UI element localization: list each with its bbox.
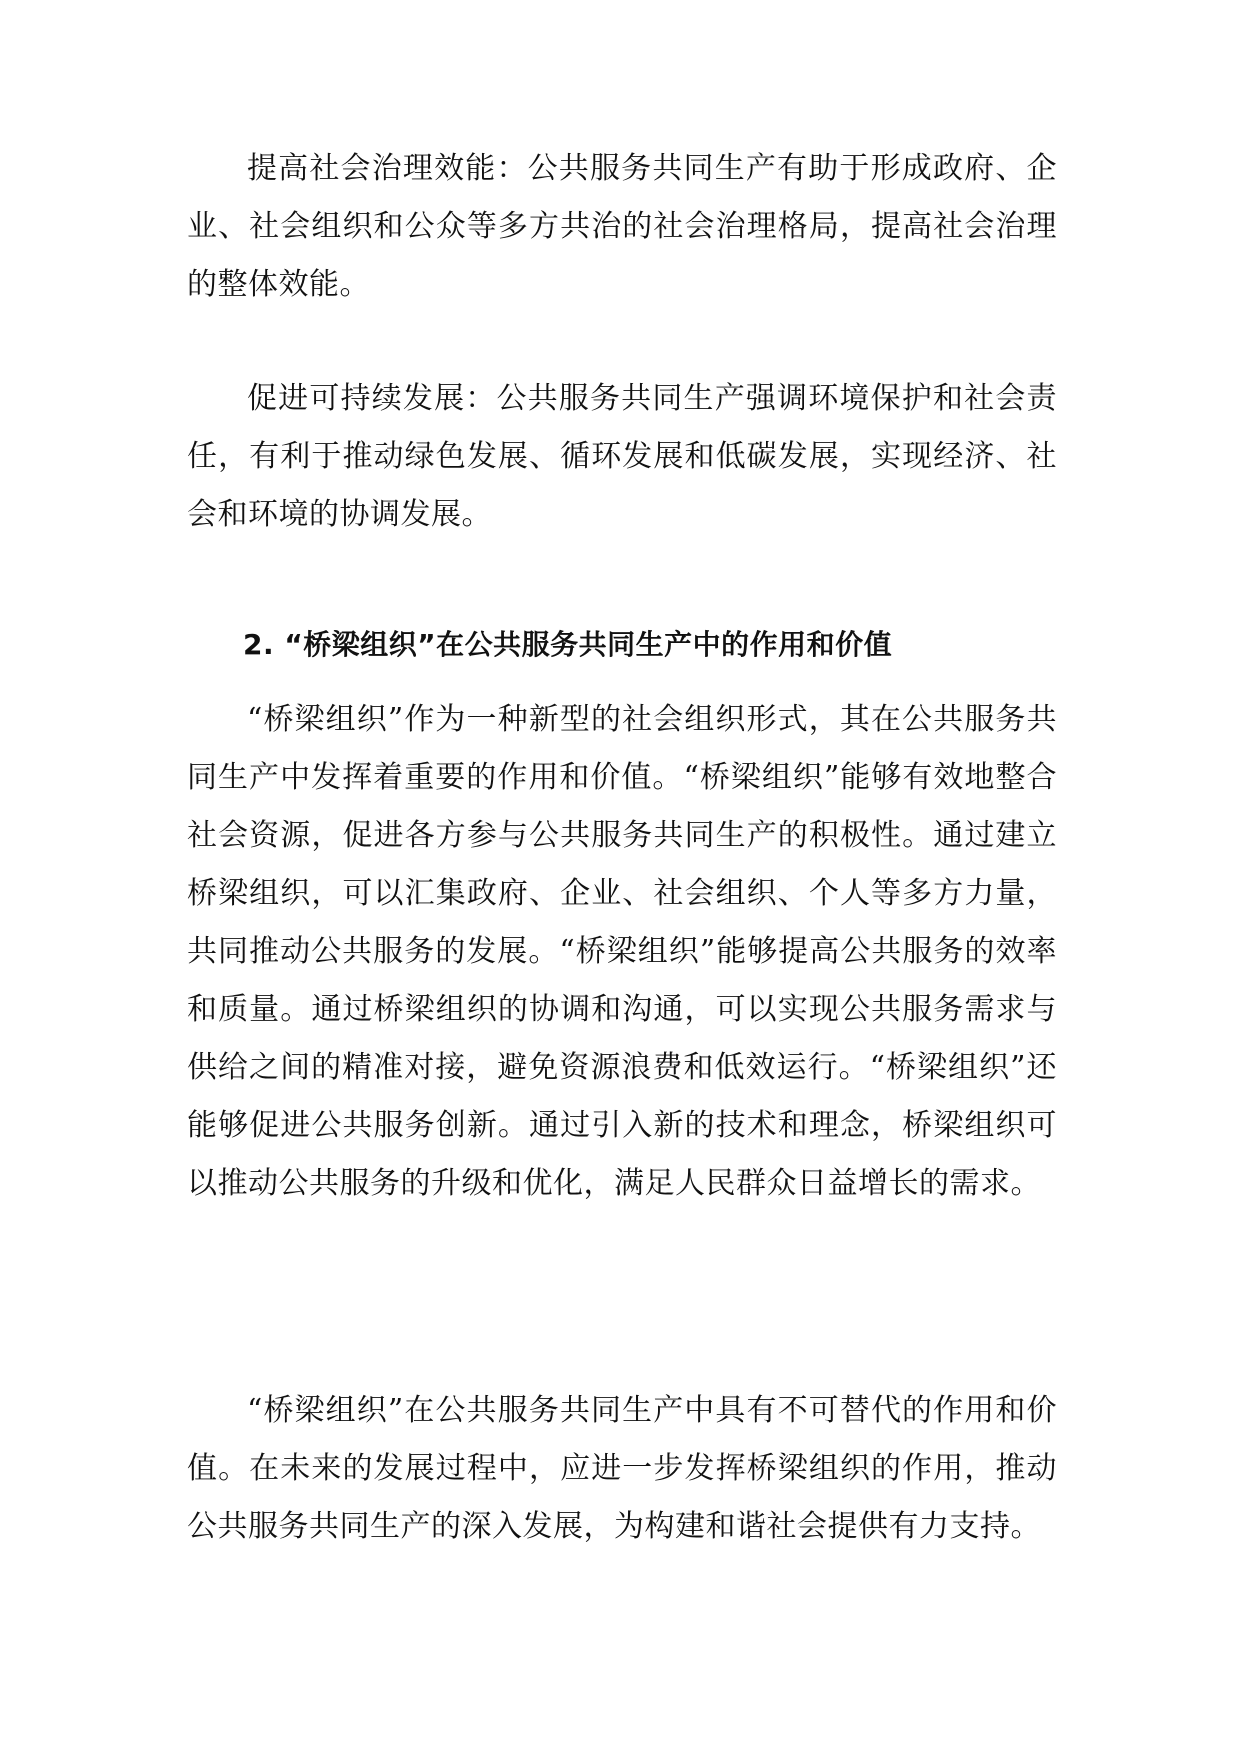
paragraph-bridge-organization-role: “桥梁组织”作为一种新型的社会组织形式，其在公共服务共同生产中发挥着重要的作用和价值。“桥梁组织”能够有效地整合社会资源，促进各方参与公共服务共同生产的积极性。通过建立桥梁组织，可以汇集政府、企业、社会组织、个人等多方力量，共同推动公共服务的发展。“桥梁组织”能够提高公共服务的效率和质量。通过桥梁组织的协调和沟通，可以实现公共服务需求与供给之间的精准对接，避免资源浪费和低效运行。“桥梁组织”还能够促进公共服务创新。通过引入新的技术和理念，桥梁组织可以推动公共服务的升级和优化，满足人民群众日益增长的需求。: [187, 702, 1057, 1201]
paragraph-conclusion: “桥梁组织”在公共服务共同生产中具有不可替代的作用和价值。在未来的发展过程中，应进一步发挥桥梁组织的作用，推动公共服务共同生产的深入发展，为构建和谐社会提供有力支持。: [187, 1393, 1057, 1544]
paragraph-sustainable-development: 促进可持续发展：公共服务共同生产强调环境保护和社会责任，有利于推动绿色发展、循环发展和低碳发展，实现经济、社会和环境的协调发展。: [187, 381, 1057, 532]
section-heading: 2. “桥梁组织”在公共服务共同生产中的作用和价值: [243, 628, 893, 661]
paragraph-governance-efficiency: 提高社会治理效能：公共服务共同生产有助于形成政府、企业、社会组织和公众等多方共治的社会治理格局，提高社会治理的整体效能。: [187, 151, 1057, 302]
